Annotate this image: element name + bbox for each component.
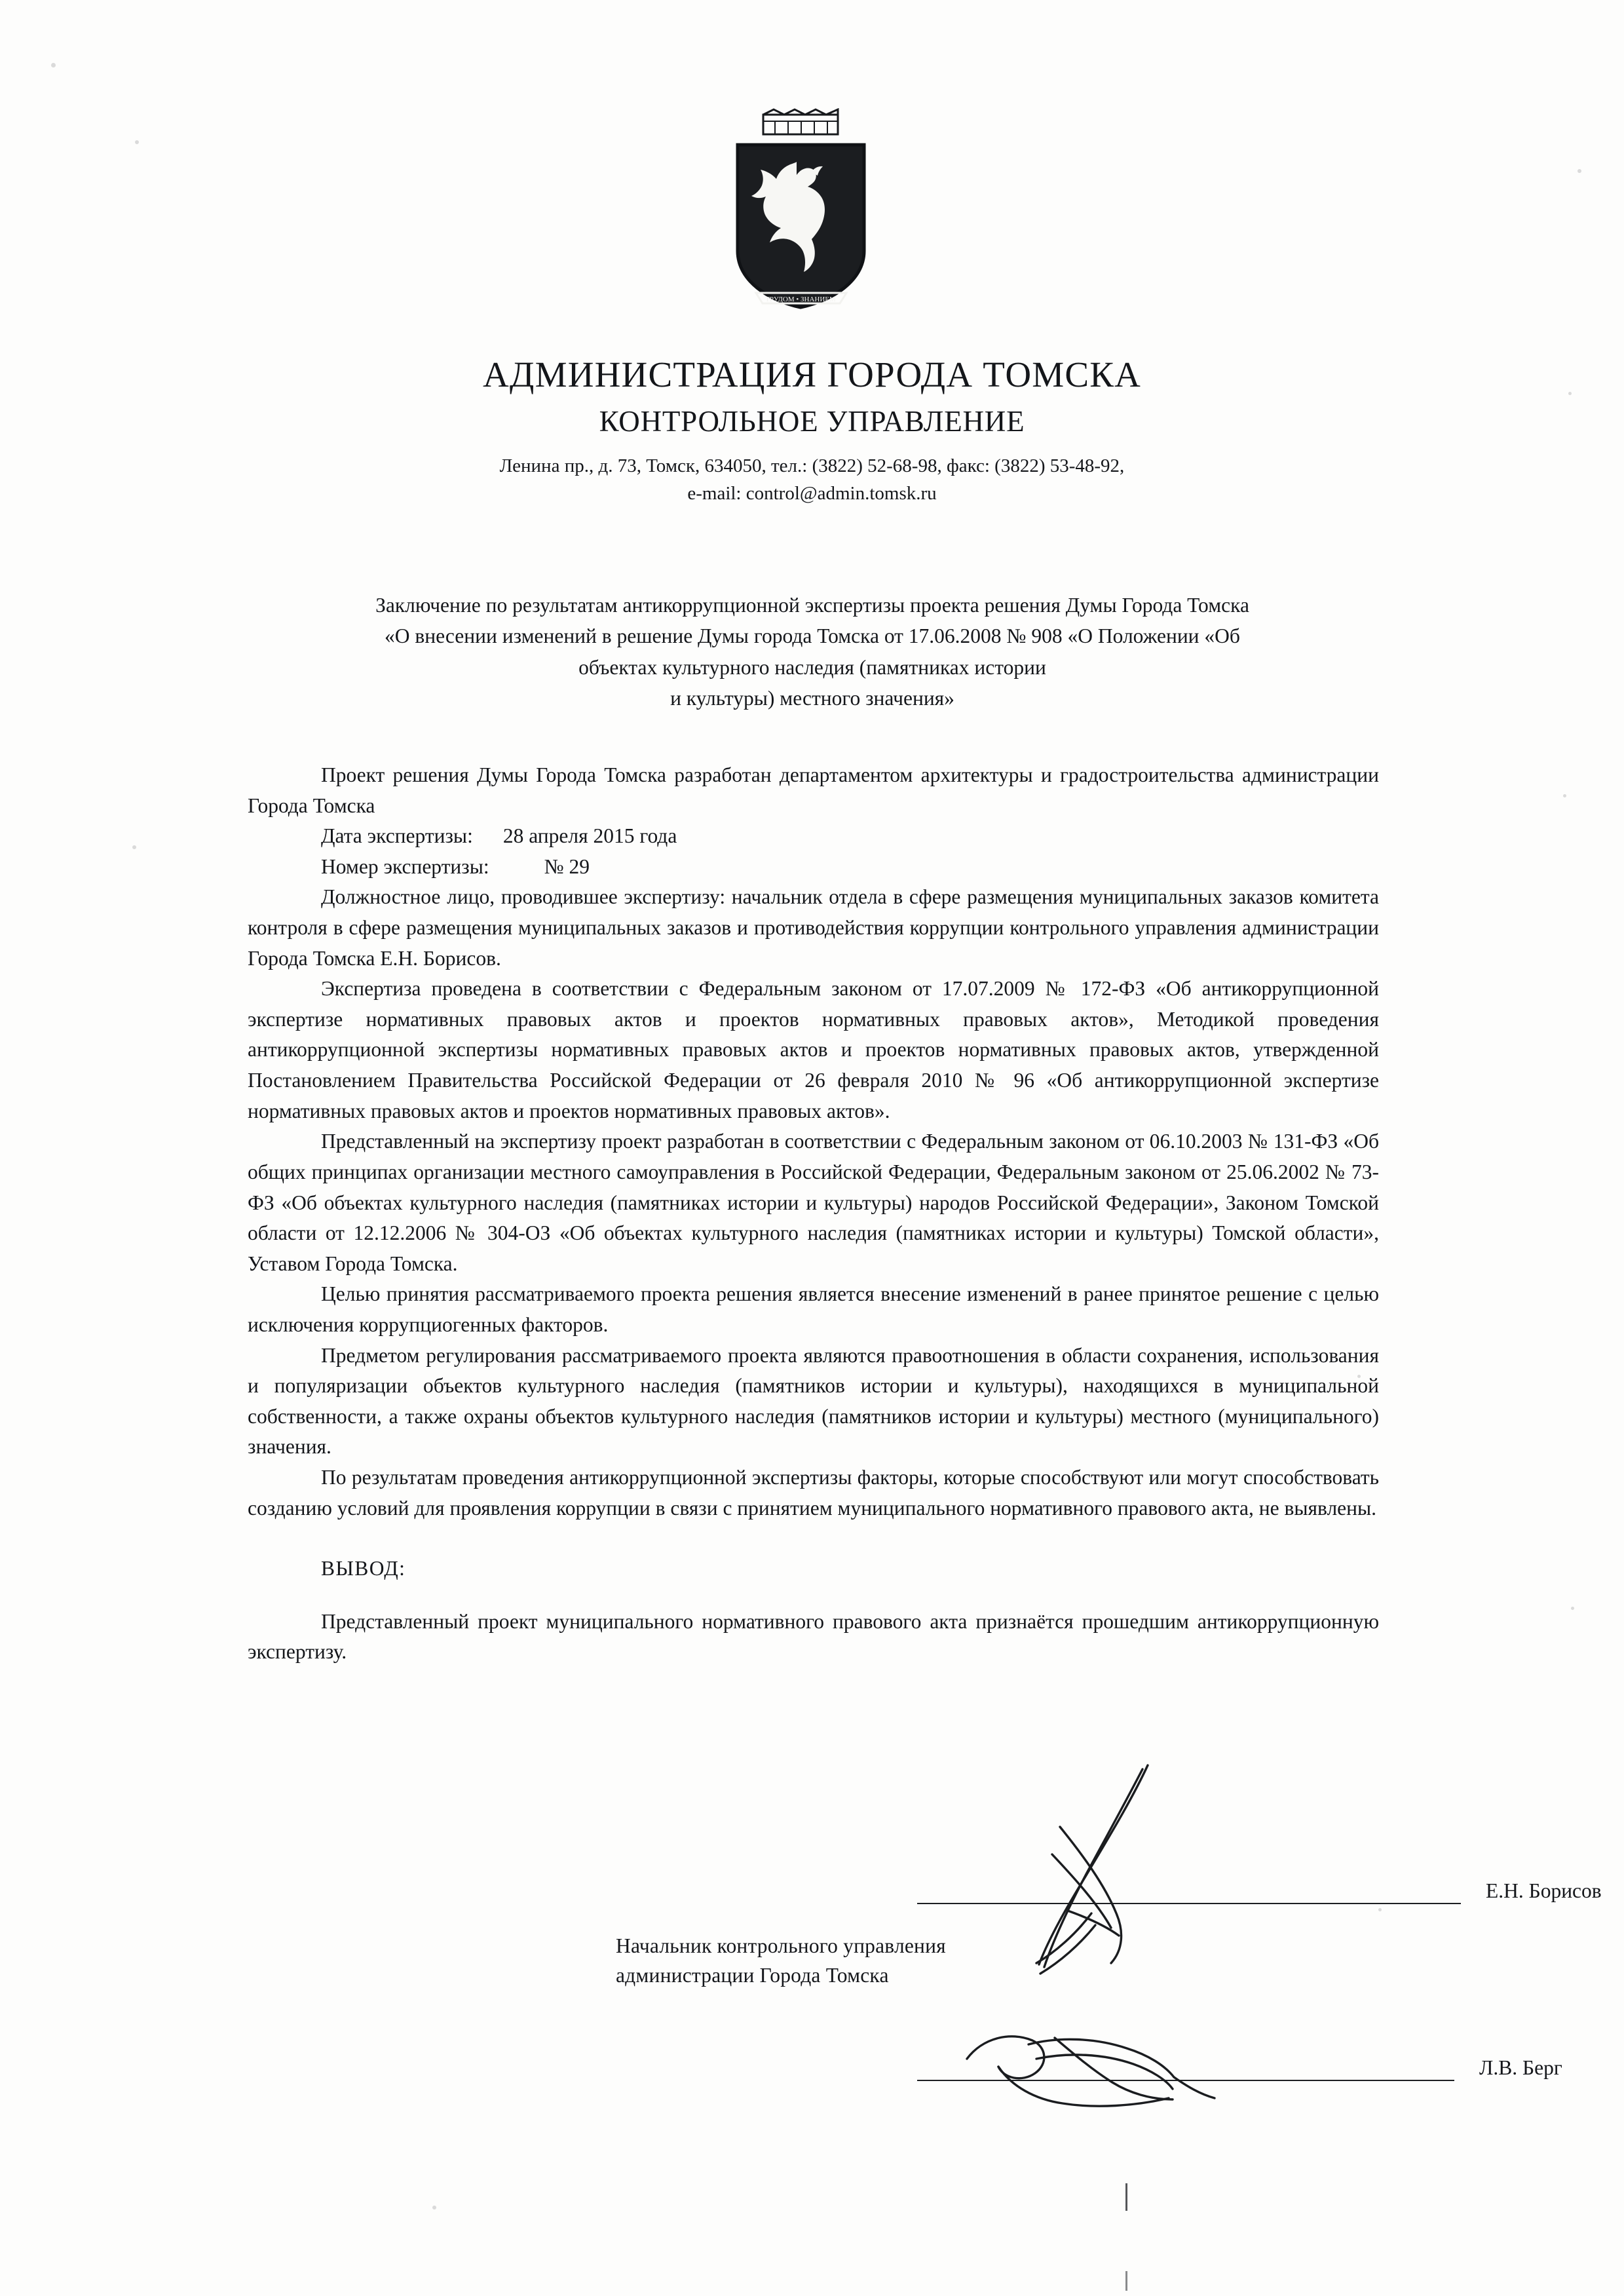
organization-title: АДМИНИСТРАЦИЯ ГОРОДА ТОМСКА (482, 354, 1142, 394)
paragraph-project-developer: Проект решения Думы Города Томска разработан департаментом архитектуры и градостроительства администрации Города Томска (248, 763, 1379, 817)
document-title-line-4: и культуры) местного значения» (670, 686, 954, 710)
paragraph-project-compliance: Представленный на экспертизу проект разработан в соответствии с Федеральным законом от 06.10.2003 № 131-ФЗ «Об общих принципах организации местного самоуправления в Российской Федерации, Федеральным законом от 25.06.2002 № 73-ФЗ «Об объектах культурного наследия (памятниках истории и культуры) народов Российской Федерации», Законом Томской области от 12.12.2006 № 304-ОЗ «Об объектах культурного наследия (памятниках истории и культуры) Томской области», Уставом Города Томска. (248, 1130, 1379, 1275)
organization-address: Ленина пр., д. 73, Томск, 634050, тел.: (3822) 52-68-98, факс: (3822) 53-48-92, (499, 455, 1125, 476)
document-title-line-2: «О внесении изменений в решение Думы города Томска от 17.06.2008 № 908 «О Положении «Об (385, 624, 1240, 648)
signature-role-line-2: администрации Города Томска (616, 1963, 889, 1987)
svg-text:ТРУДОМ • ЗНАНИЕМ: ТРУДОМ • ЗНАНИЕМ (765, 296, 836, 303)
page-footer-mark (1125, 2183, 1127, 2211)
organization-contact (0, 452, 1624, 507)
signature-block (248, 1861, 1602, 1917)
document-title (249, 590, 1376, 714)
document-body (248, 760, 1379, 1668)
signature-row-borisov (248, 1861, 1602, 1917)
conclusion-heading: ВЫВОД: (321, 1557, 406, 1580)
expertise-number-value: № 29 (544, 854, 590, 878)
document-title-line-1: Заключение по результатам антикоррупционной экспертизы проекта решения Думы Города Томска (375, 594, 1249, 617)
page-footer-mark-secondary (1125, 2271, 1127, 2291)
paragraph-purpose: Целью принятия рассматриваемого проекта решения является внесение изменений в ранее принятое решение с целью исключения коррупциогенных факторов. (248, 1282, 1379, 1336)
paragraph-subject: Предметом регулирования рассматриваемого проекта являются правоотношения в области сохранения, использования и популяризации объектов культурного наследия (памятников истории и культуры), находящихся в муниципальной собственности, а также охраны объектов культурного наследия (памятников истории и культуры) местного (муниципального) значения. (248, 1343, 1379, 1459)
crown-icon (762, 108, 839, 137)
expertise-date-row (248, 821, 1379, 852)
organization-subtitle: КОНТРОЛЬНОЕ УПРАВЛЕНИЕ (599, 405, 1025, 438)
signature-row-berg (248, 2038, 1562, 2094)
paragraph-official-person: Должностное лицо, проводившее экспертизу: начальник отдела в сфере размещения муниципальных заказов комитета контроля в сфере размещения муниципальных заказов и противодействия коррупции контрольного управления администрации Города Томска Е.Н. Борисов. (248, 885, 1379, 970)
expertise-number-label: Номер экспертизы: (321, 854, 489, 878)
coat-of-arms (722, 108, 879, 311)
organization-email: e-mail: control@admin.tomsk.ru (687, 483, 937, 505)
signature-name-borisov: Е.Н. Борисов (1486, 1879, 1602, 1902)
signature-name-berg: Л.В. Берг (1479, 2056, 1562, 2079)
signature-line (917, 1903, 1461, 1904)
signature-line (917, 2080, 1454, 2081)
shield-with-horse-icon (734, 141, 868, 311)
paragraph-conclusion: Представленный проект муниципального нормативного правового акта признаётся прошедшим антикоррупционную экспертизу. (248, 1609, 1379, 1664)
expertise-date-value: 28 апреля 2015 года (502, 824, 677, 848)
paragraph-legal-basis: Экспертиза проведена в соответствии с Федеральным законом от 17.07.2009 № 172-ФЗ «Об антикоррупционной экспертизе нормативных правовых актов и проектов нормативных правовых актов», Методикой проведения антикоррупционной экспертизы нормативных правовых актов и проектов нормативных правовых актов, утвержденной Постановлением Правительства Российской Федерации от 26 февраля 2010 № 96 «Об антикоррупционной экспертизе нормативных правовых актов и проектов нормативных правовых актов». (248, 977, 1379, 1122)
expertise-number-row (248, 852, 1379, 883)
paragraph-results: По результатам проведения антикоррупционной экспертизы факторы, которые способствуют или могут способствовать созданию условий для проявления коррупции в связи с принятием муниципального нормативного правового акта, не выявлены. (248, 1466, 1379, 1520)
signature-role-berg (616, 1932, 1127, 1990)
signature-role-line-1: Начальник контрольного управления (616, 1934, 946, 1957)
expertise-date-label: Дата экспертизы: (321, 824, 473, 848)
document-title-line-3: объектах культурного наследия (памятниках истории (578, 655, 1046, 679)
signature-block-2 (248, 2038, 1562, 2094)
